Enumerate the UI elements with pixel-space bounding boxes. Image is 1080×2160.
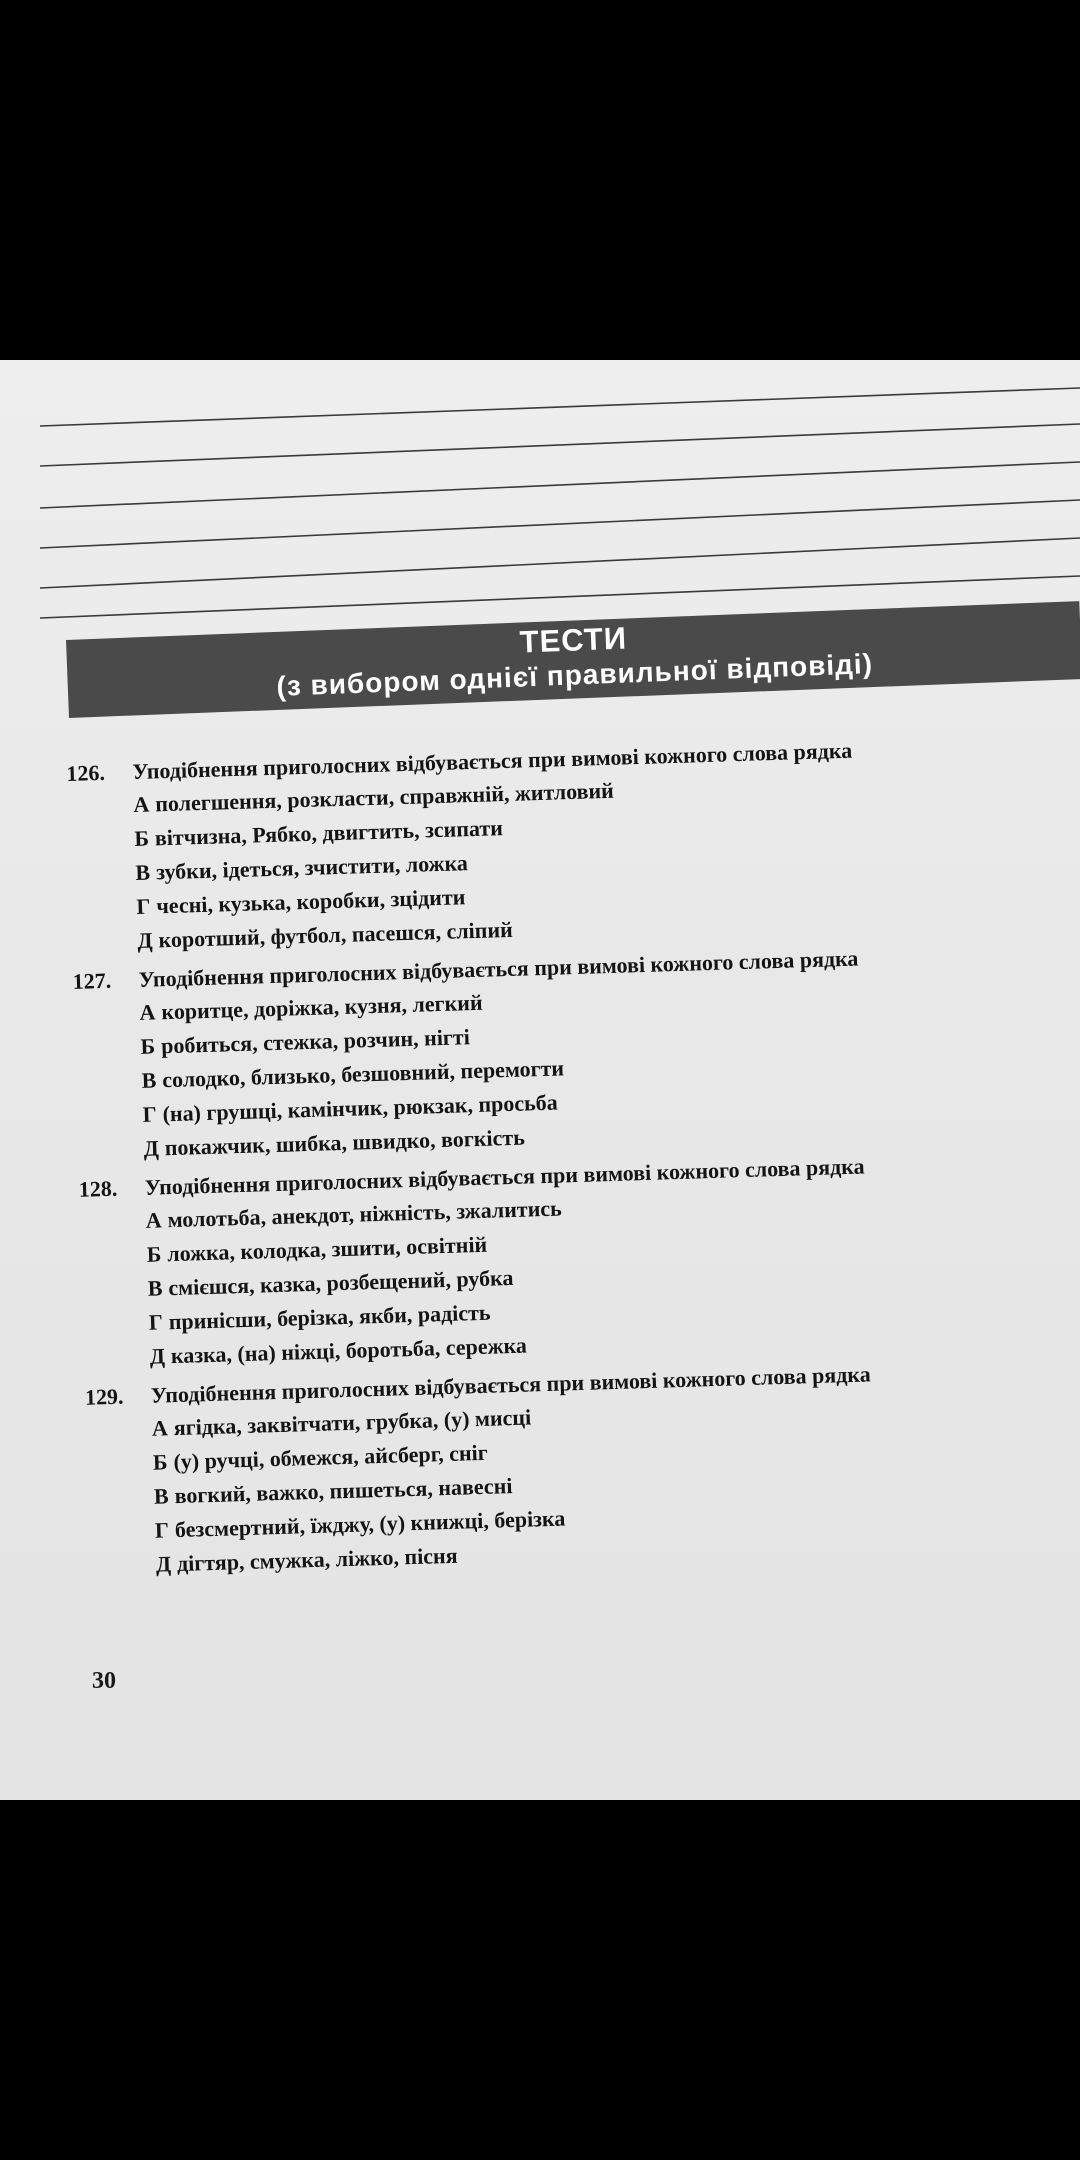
book-page (0, 360, 1080, 1800)
answer-letter: Б (134, 825, 150, 852)
answer-text: дігтяр, смужка, ліжко, пісня (176, 1542, 458, 1577)
answer-letter: Г (154, 1517, 170, 1543)
banner-subtitle: (з вибором однієї правильної відповіді) (275, 648, 874, 702)
answer-letter: В (135, 859, 151, 885)
answer-text: (у) ручці, обмежся, айсберг, сніг (173, 1439, 488, 1475)
answer-text: молотьба, анекдот, ніжність, зжалитись (167, 1195, 563, 1233)
question-text: Уподібнення приголосних відбувається при вимові кожного слова рядка (144, 1153, 865, 1200)
answer-letter: Д (155, 1551, 172, 1577)
answer-text: чесні, кузька, коробки, зцідити (156, 884, 466, 919)
question-number: 129. (84, 1383, 124, 1410)
question-127 (72, 937, 1058, 1168)
answer-text: безсмертний, їжджу, (у) книжці, берізка (174, 1505, 566, 1543)
question-text: Уподібнення приголосних відбувається при вимові кожного слова рядка (150, 1361, 872, 1408)
test-list (66, 729, 1070, 1590)
answer-letter: В (141, 1067, 157, 1093)
answer-text: вогкий, важко, пишеться, навесні (174, 1473, 513, 1509)
answer-text: полегшення, розкласти, справжній, житловий (154, 777, 615, 817)
question-text: Уподібнення приголосних відбувається при вимові кожного слова рядка (132, 737, 853, 785)
answer-text: смієшся, казка, розбещений, рубка (168, 1264, 514, 1301)
answer-text: коротший, футбол, пасешся, сліпий (158, 916, 514, 953)
answer-text: коритце, доріжка, кузня, легкий (161, 989, 483, 1025)
page-number: 30 (92, 1668, 116, 1694)
question-126 (66, 729, 1052, 960)
answer-letter: А (139, 999, 156, 1025)
answer-text: ягідка, заквітчати, грубка, (у) мисці (173, 1404, 532, 1441)
answer-letter: А (133, 791, 150, 818)
question-129 (85, 1353, 1071, 1584)
answer-letter: А (151, 1415, 169, 1441)
question-number: 128. (78, 1175, 118, 1202)
answer-text: вітчизна, Рябко, двигтить, зсипати (154, 815, 504, 851)
answer-letter: Д (143, 1135, 160, 1161)
answer-letter: Г (142, 1101, 157, 1127)
answer-text: (на) грушці, камінчик, рюкзак, просьба (162, 1089, 559, 1127)
question-number: 126. (66, 759, 106, 786)
answer-letter: В (147, 1275, 163, 1301)
answer-letter: Г (136, 893, 151, 919)
answer-letter: Б (152, 1449, 168, 1475)
writing-lines (40, 380, 1080, 620)
answer-letter: В (153, 1483, 169, 1509)
answer-letter: Г (148, 1309, 164, 1335)
answer-letter: Д (137, 927, 153, 953)
banner-title: ТЕСТИ (519, 620, 628, 660)
answer-text: ложка, колодка, зшити, освітній (166, 1231, 488, 1267)
answer-letter: А (145, 1207, 163, 1233)
answer-text: покажчик, шибка, швидко, вогкість (164, 1124, 526, 1161)
answer-text: солодко, близько, безшовний, перемогти (161, 1055, 565, 1093)
question-number: 127. (72, 967, 112, 994)
answer-text: зубки, ідеться, зчистити, ложка (155, 850, 469, 885)
answer-letter: Б (146, 1241, 162, 1267)
answer-text: принісши, берізка, якби, радість (168, 1299, 491, 1335)
answer-letter: Б (140, 1033, 156, 1059)
answer-letter: Д (149, 1343, 166, 1369)
answer-text: казка, (на) ніжці, боротьба, сережка (170, 1332, 528, 1369)
answer-text: робиться, стежка, розчин, нігті (160, 1024, 471, 1059)
question-128 (78, 1145, 1064, 1376)
question-text: Уподібнення приголосних відбувається при вимові кожного слова рядка (138, 945, 859, 992)
